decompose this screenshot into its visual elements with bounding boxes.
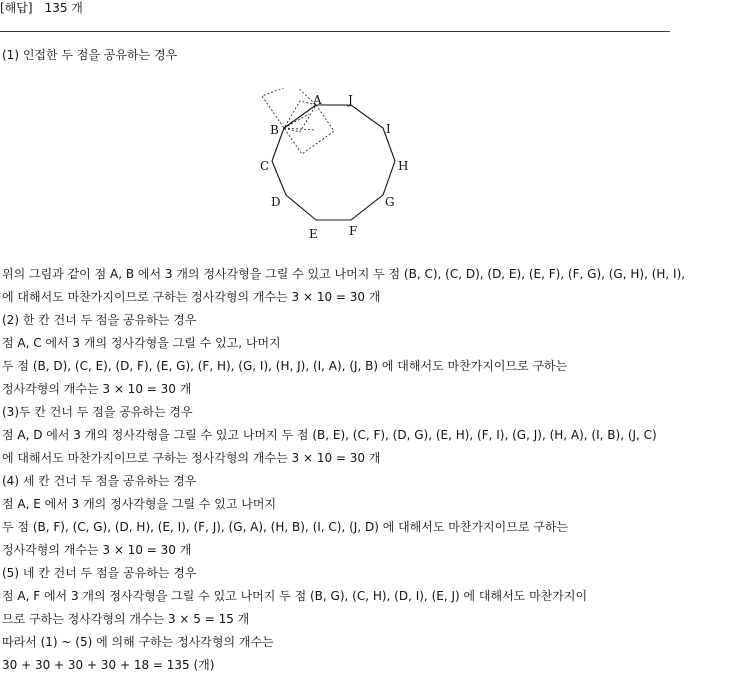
solution-line: 위의 그림과 같이 점 A, B 에서 3 개의 정사각형을 그릴 수 있고 나머지 두 점 (B, C), (C, D), (D, E), (E, F), (F, G), (G, H), (H, I), bbox=[2, 267, 686, 281]
decagon-figure bbox=[254, 88, 414, 238]
case-2-title: (2) 한 칸 건너 두 점을 공유하는 경우 bbox=[2, 313, 197, 327]
solution-line: 점 A, C 에서 3 개의 정사각형을 그릴 수 있고, 나머지 bbox=[2, 336, 281, 350]
solution-line: 정사각형의 개수는 3 × 10 = 30 개 bbox=[2, 543, 192, 557]
case-3-title: (3)두 칸 건너 두 점을 공유하는 경우 bbox=[2, 405, 193, 419]
dashed-square-1 bbox=[262, 88, 316, 128]
solution-line: 두 점 (B, D), (C, E), (D, F), (E, G), (F, H), (G, I), (H, J), (I, A), (J, B) 에 대해서도 마찬가지이므로 구하는 bbox=[2, 359, 568, 373]
vertex-label-c: C bbox=[260, 159, 270, 173]
vertex-label-h: H bbox=[398, 159, 409, 173]
answer-tag: [해답] bbox=[0, 1, 33, 15]
solution-line: 점 A, D 에서 3 개의 정사각형을 그릴 수 있고 나머지 두 점 (B, E), (C, F), (D, G), (E, H), (F, I), (G, J), (H, A), (I, B), (J, C) bbox=[2, 428, 657, 442]
solution-line: 에 대해서도 마찬가지이므로 구하는 정사각형의 개수는 3 × 10 = 30 개 bbox=[2, 290, 381, 304]
solution-line: 에 대해서도 마찬가지이므로 구하는 정사각형의 개수는 3 × 10 = 30 개 bbox=[2, 451, 381, 465]
vertex-label-g: G bbox=[385, 195, 395, 209]
section-1-title: (1) 인접한 두 점을 공유하는 경우 bbox=[2, 48, 178, 62]
header-divider bbox=[0, 31, 670, 32]
conclusion-line: 따라서 (1) ~ (5) 에 의해 구하는 정사각형의 개수는 bbox=[2, 635, 274, 649]
vertex-label-b: B bbox=[270, 123, 279, 137]
vertex-label-f: F bbox=[349, 224, 358, 238]
answer-header bbox=[0, 2, 83, 14]
solution-line: 므로 구하는 정사각형의 개수는 3 × 5 = 15 개 bbox=[2, 612, 250, 626]
vertex-label-d: D bbox=[271, 195, 281, 209]
vertex-label-j: J bbox=[348, 93, 353, 107]
solution-line: 점 A, E 에서 3 개의 정사각형을 그릴 수 있고 나머지 bbox=[2, 497, 277, 511]
solution-line: 두 점 (B, F), (C, G), (D, H), (E, I), (F, J), (G, A), (H, B), (I, C), (J, D) 에 대해서도 마찬가지이므로 구하는 bbox=[2, 520, 569, 534]
case-5-title: (5) 네 칸 건너 두 점을 공유하는 경우 bbox=[2, 566, 197, 580]
vertex-label-i: I bbox=[386, 122, 391, 136]
solution-line: 점 A, F 에서 3 개의 정사각형을 그릴 수 있고 나머지 두 점 (B, G), (C, H), (D, I), (E, J) 에 대해서도 마찬가지이 bbox=[2, 589, 588, 603]
vertex-label-e: E bbox=[309, 227, 318, 238]
case-4-title: (4) 세 칸 건너 두 점을 공유하는 경우 bbox=[2, 474, 197, 488]
answer-value: 135 개 bbox=[44, 1, 83, 15]
vertex-label-a: A bbox=[313, 93, 322, 107]
decagon-outline bbox=[272, 105, 395, 220]
solution-line: 정사각형의 개수는 3 × 10 = 30 개 bbox=[2, 382, 192, 396]
decagon-diagram bbox=[254, 88, 414, 238]
dashed-diagonal-2 bbox=[284, 114, 309, 128]
final-sum: 30 + 30 + 30 + 30 + 18 = 135 (개) bbox=[2, 658, 215, 672]
